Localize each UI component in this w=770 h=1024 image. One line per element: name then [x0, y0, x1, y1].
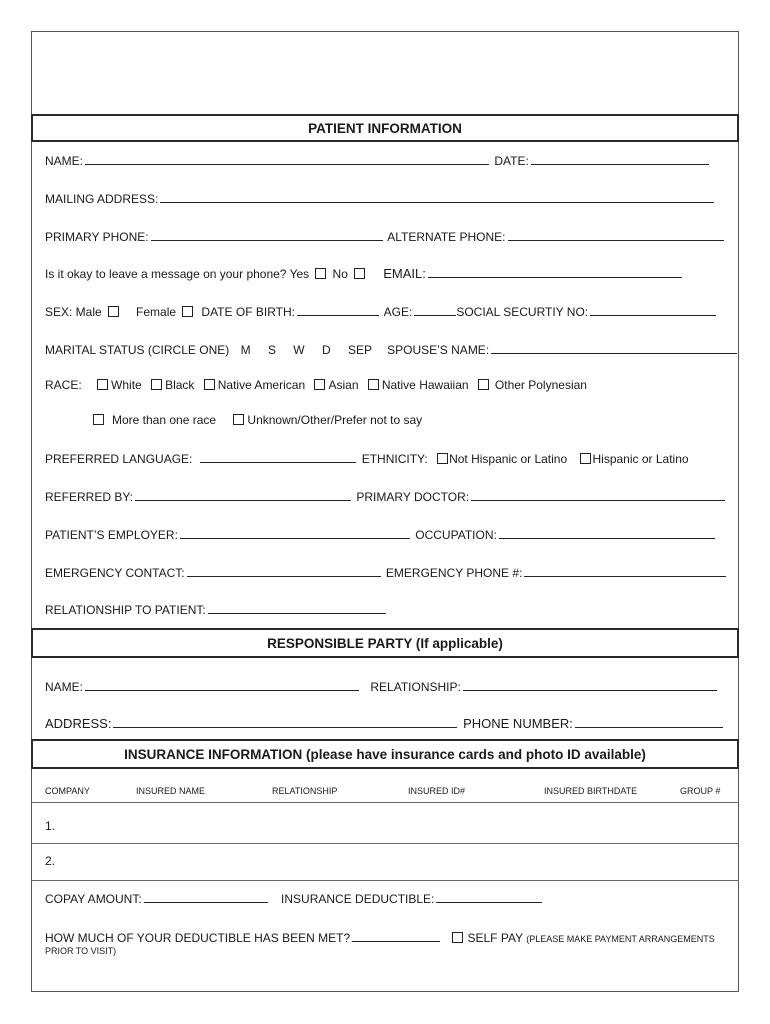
table-divider	[32, 802, 739, 803]
sex-label: SEX: Male	[45, 305, 102, 319]
not-hispanic-checkbox[interactable]	[437, 453, 448, 464]
patient-info-title: PATIENT INFORMATION	[308, 120, 462, 136]
mailing-field[interactable]	[160, 190, 714, 203]
mailing-label: MAILING ADDRESS:	[45, 192, 159, 206]
relationship-row	[45, 601, 388, 617]
name-field[interactable]	[85, 152, 489, 165]
col-insured-id: INSURED ID#	[408, 786, 466, 796]
deductible-field[interactable]	[436, 890, 542, 903]
marital-sep[interactable]: SEP	[347, 343, 372, 357]
email-field[interactable]	[428, 265, 682, 278]
sex-row	[45, 303, 718, 319]
primary-phone-label: PRIMARY PHONE:	[45, 230, 149, 244]
ssn-field[interactable]	[590, 303, 716, 316]
ssn-label: SOCIAL SECURTIY NO:	[456, 305, 589, 319]
resp-phone-label: PHONE NUMBER:	[463, 716, 573, 731]
responsible-title: RESPONSIBLE PARTY (If applicable)	[267, 635, 503, 651]
col-relationship: RELATIONSHIP	[272, 786, 338, 796]
insurance-title: INSURANCE INFORMATION (please have insurance cards and photo ID available)	[124, 746, 646, 762]
col-insured-name: INSURED NAME	[136, 786, 206, 796]
employer-row	[45, 526, 717, 542]
resp-name-field[interactable]	[85, 678, 359, 691]
resp-address-row	[45, 715, 725, 731]
relationship-label: RELATIONSHIP TO PATIENT:	[45, 603, 206, 617]
race-unknown-label: Unknown/Other/Prefer not to say	[247, 413, 423, 427]
race-native-american-checkbox[interactable]	[204, 379, 215, 390]
race-black-label: Black	[165, 378, 195, 392]
race-native-hawaiian-checkbox[interactable]	[368, 379, 379, 390]
copay-label: COPAY AMOUNT:	[45, 892, 142, 906]
alt-phone-label: ALTERNATE PHONE:	[387, 230, 506, 244]
referred-label: REFERRED BY:	[45, 490, 134, 504]
message-row	[45, 265, 684, 281]
resp-relationship-label: RELATIONSHIP:	[370, 680, 461, 694]
no-label: No	[332, 267, 348, 281]
race-row	[45, 377, 587, 393]
marital-row	[45, 341, 739, 357]
age-label: AGE:	[383, 305, 413, 319]
race-row-2	[87, 412, 422, 428]
insurance-header	[31, 739, 739, 769]
language-field[interactable]	[200, 450, 356, 463]
emergency-phone-label: EMERGENCY PHONE #:	[385, 566, 523, 580]
language-label: PREFERRED LANGUAGE:	[45, 452, 193, 466]
race-native-american-label: Native American	[217, 378, 306, 392]
patient-info-header	[31, 114, 739, 142]
copay-row	[45, 890, 544, 906]
mailing-row	[45, 190, 716, 206]
employer-field[interactable]	[180, 526, 410, 539]
not-hispanic-label: Not Hispanic or Latino	[449, 452, 568, 466]
hispanic-checkbox[interactable]	[580, 453, 591, 464]
doctor-label: PRIMARY DOCTOR:	[356, 490, 470, 504]
marital-d[interactable]: D	[321, 343, 331, 357]
alt-phone-field[interactable]	[508, 228, 724, 241]
table-divider	[32, 880, 739, 881]
employer-label: PATIENT’S EMPLOYER:	[45, 528, 178, 542]
dob-field[interactable]	[297, 303, 379, 316]
insurance-row-2[interactable]: 2.	[45, 854, 56, 868]
table-divider	[32, 843, 739, 844]
self-pay-checkbox[interactable]	[452, 932, 463, 943]
resp-address-label: ADDRESS:	[45, 716, 112, 731]
marital-w[interactable]: W	[293, 343, 305, 357]
phone-row	[45, 228, 726, 244]
occupation-field[interactable]	[499, 526, 715, 539]
race-native-hawaiian-label: Native Hawaiian	[381, 378, 469, 392]
race-unknown-checkbox[interactable]	[233, 414, 244, 425]
deductible-met-field[interactable]	[352, 929, 440, 942]
race-asian-checkbox[interactable]	[314, 379, 325, 390]
marital-s[interactable]: S	[267, 343, 276, 357]
referred-row	[45, 488, 727, 504]
emergency-row	[45, 564, 728, 580]
female-label: Female	[136, 305, 177, 319]
resp-name-label: NAME:	[45, 680, 84, 694]
relationship-field[interactable]	[208, 601, 386, 614]
emergency-field[interactable]	[187, 564, 381, 577]
occupation-label: OCCUPATION:	[415, 528, 497, 542]
race-label: RACE:	[45, 378, 82, 392]
deductible-met-row	[45, 929, 715, 945]
self-pay-note-2: PRIOR TO VISIT)	[45, 946, 117, 956]
resp-name-row	[45, 678, 719, 694]
race-more-checkbox[interactable]	[93, 414, 104, 425]
date-field[interactable]	[531, 152, 709, 165]
spouse-field[interactable]	[491, 341, 737, 354]
emergency-phone-field[interactable]	[524, 564, 726, 577]
race-more-label: More than one race	[112, 413, 217, 427]
date-label: DATE:	[494, 154, 529, 168]
spouse-label: SPOUSE’S NAME:	[387, 343, 490, 357]
insurance-row-1[interactable]: 1.	[45, 819, 56, 833]
col-insured-birthdate: INSURED BIRTHDATE	[544, 786, 638, 796]
name-row	[45, 152, 711, 168]
doctor-field[interactable]	[471, 488, 725, 501]
form-frame	[31, 31, 739, 992]
deductible-label: INSURANCE DEDUCTIBLE:	[281, 892, 435, 906]
self-pay-note: (PLEASE MAKE PAYMENT ARRANGEMENTS	[526, 934, 715, 944]
no-checkbox[interactable]	[354, 268, 365, 279]
language-row	[45, 450, 689, 466]
deductible-met-label: HOW MUCH OF YOUR DEDUCTIBLE HAS BEEN MET?	[45, 931, 351, 945]
female-checkbox[interactable]	[182, 306, 193, 317]
responsible-header	[31, 628, 739, 658]
dob-label: DATE OF BIRTH:	[201, 305, 295, 319]
message-question: Is it okay to leave a message on your phone?	[45, 267, 287, 281]
self-pay-label: SELF PAY	[467, 931, 523, 945]
race-white-label: White	[111, 378, 142, 392]
marital-m[interactable]: M	[240, 343, 251, 357]
race-asian-label: Asian	[328, 378, 359, 392]
col-company: COMPANY	[45, 786, 90, 796]
primary-phone-field[interactable]	[151, 228, 383, 241]
resp-relationship-field[interactable]	[463, 678, 717, 691]
race-black-checkbox[interactable]	[151, 379, 162, 390]
email-label: EMAIL:	[383, 266, 426, 281]
male-checkbox[interactable]	[108, 306, 119, 317]
hispanic-label: Hispanic or Latino	[592, 452, 689, 466]
race-other-polynesian-label: Other Polynesian	[494, 378, 587, 392]
yes-checkbox[interactable]	[315, 268, 326, 279]
age-field[interactable]	[414, 303, 456, 316]
race-white-checkbox[interactable]	[97, 379, 108, 390]
copay-field[interactable]	[144, 890, 268, 903]
ethnicity-label: ETHNICITY:	[361, 452, 428, 466]
resp-phone-field[interactable]	[575, 715, 723, 728]
col-group: GROUP #	[680, 786, 721, 796]
race-other-polynesian-checkbox[interactable]	[478, 379, 489, 390]
yes-label: Yes	[289, 267, 310, 281]
name-label: NAME:	[45, 154, 84, 168]
emergency-label: EMERGENCY CONTACT:	[45, 566, 185, 580]
marital-label: MARITAL STATUS (CIRCLE ONE)	[45, 343, 230, 357]
referred-field[interactable]	[135, 488, 351, 501]
resp-address-field[interactable]	[113, 715, 457, 728]
